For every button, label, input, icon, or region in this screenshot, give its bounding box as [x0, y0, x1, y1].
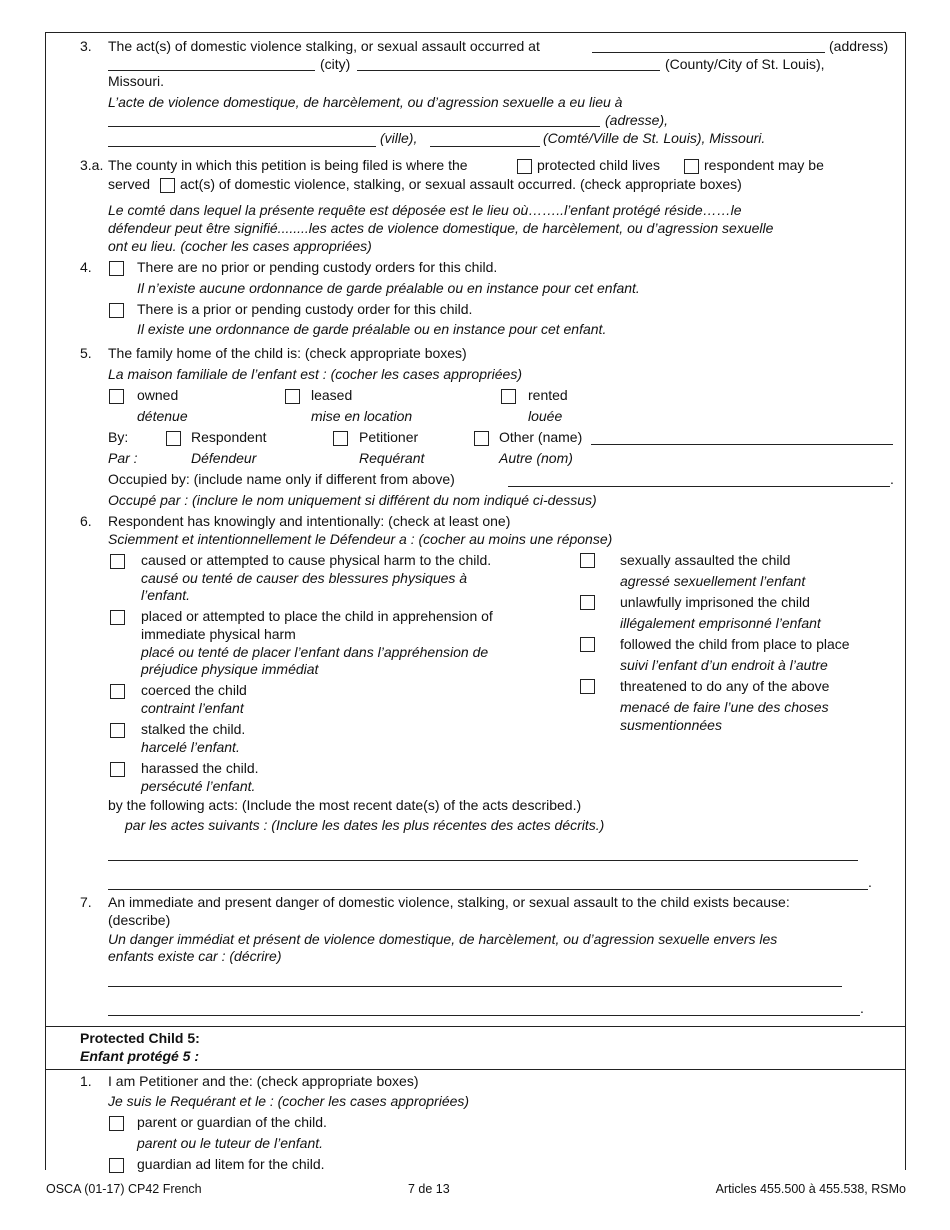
checkbox-physical-harm[interactable] — [110, 554, 125, 569]
occupied-label-fr: Occupé par : (inclure le nom uniquement si différent du nom indiqué ci-dessus) — [108, 492, 597, 508]
rented-label-fr: louée — [528, 408, 563, 424]
missouri-label: Missouri. — [108, 73, 165, 89]
stalked-fr: harcelé l’enfant. — [141, 739, 240, 755]
s3a-fr1: Le comté dans lequel la présente requête est déposée est le lieu où……..l’enfant protégé réside……le — [108, 202, 742, 218]
custody-order-fr: Il existe une ordonnance de garde préalable ou en instance pour cet enfant. — [137, 321, 607, 337]
petitioner-label-fr: Requérant — [359, 450, 425, 466]
period: . — [868, 874, 872, 890]
form-id: OSCA (01-17) CP42 French — [46, 1182, 202, 1196]
opt-respondent-served: respondent may be — [704, 157, 824, 173]
checkbox-respondent[interactable] — [166, 431, 181, 446]
leased-label-fr: mise en location — [311, 408, 413, 424]
checkbox-other[interactable] — [474, 431, 489, 446]
acts-label: by the following acts: (Include the most recent date(s) of the acts described.) — [108, 797, 582, 813]
address-field[interactable] — [592, 52, 825, 53]
s6-text: Respondent has knowingly and intentionally: (check at least one) — [108, 513, 511, 529]
s7-text-fr: Un danger immédiat et présent de violence domestique, de harcèlement, ou d’agression sexuelle envers les — [108, 931, 778, 947]
period: . — [890, 471, 894, 487]
owned-label: owned — [137, 387, 179, 403]
danger-field-line[interactable] — [108, 1015, 860, 1016]
pc5-text-fr: Je suis le Requérant et le : (cocher les cases appropriées) — [108, 1093, 470, 1109]
pc5-text: I am Petitioner and the: (check appropriate boxes) — [108, 1073, 419, 1089]
s3a-fr2: défendeur peut être signifié........les actes de violence domestique, de harcèlement, ou d’agression sexuelle — [108, 220, 774, 236]
threatened-fr: susmentionnées — [620, 717, 722, 733]
checkbox-sexually-assaulted[interactable] — [580, 553, 595, 568]
acts-field-line[interactable] — [108, 889, 868, 890]
checkbox-imprisoned[interactable] — [580, 595, 595, 610]
apprehension-label: placed or attempted to place the child in apprehension of — [141, 608, 493, 624]
address-label: (address) — [829, 38, 889, 54]
checkbox-followed[interactable] — [580, 637, 595, 652]
checkbox-coerced[interactable] — [110, 684, 125, 699]
s3-text: The act(s) of domestic violence stalking, or sexual assault occurred at — [108, 38, 540, 54]
harassed-label: harassed the child. — [141, 760, 259, 776]
other-label: Other (name) — [499, 429, 583, 445]
checkbox-acts-occurred[interactable] — [160, 178, 175, 193]
petitioner-label: Petitioner — [359, 429, 419, 445]
respondent-label-fr: Défendeur — [191, 450, 257, 466]
physical-harm-fr: l’enfant. — [141, 587, 191, 603]
page-number: 7 de 13 — [408, 1182, 450, 1196]
other-name-field[interactable] — [591, 444, 893, 445]
by-label-fr: Par : — [108, 450, 138, 466]
opt-protected-child-lives: protected child lives — [537, 157, 660, 173]
checkbox-owned[interactable] — [109, 389, 124, 404]
threatened-label: threatened to do any of the above — [620, 678, 830, 694]
apprehension-label: immediate physical harm — [141, 626, 296, 642]
checkbox-apprehension[interactable] — [110, 610, 125, 625]
parent-guardian-fr: parent ou le tuteur de l’enfant. — [137, 1135, 324, 1151]
item-number: 1. — [80, 1073, 92, 1089]
checkbox-protected-child-lives[interactable] — [517, 159, 532, 174]
respondent-label: Respondent — [191, 429, 267, 445]
s6-text-fr: Sciemment et intentionnellement le Défendeur a : (cocher au moins une réponse) — [108, 531, 613, 547]
adresse-label: (adresse), — [605, 112, 669, 128]
city-label: (city) — [320, 56, 351, 72]
item-number: 3.a. — [80, 157, 104, 173]
ville-label: (ville), — [380, 130, 418, 146]
followed-label: followed the child from place to place — [620, 636, 850, 652]
border-right — [905, 32, 906, 1170]
adresse-field[interactable] — [108, 126, 600, 127]
apprehension-fr: placé ou tenté de placer l’enfant dans l’appréhension de — [141, 644, 489, 660]
acts-label-fr: par les actes suivants : (Inclure les dates les plus récentes des actes décrits.) — [125, 817, 605, 833]
checkbox-leased[interactable] — [285, 389, 300, 404]
no-custody-orders: There are no prior or pending custody orders for this child. — [137, 259, 498, 275]
danger-field-line[interactable] — [108, 986, 842, 987]
threatened-fr: menacé de faire l’une des choses — [620, 699, 829, 715]
item-number: 5. — [80, 345, 92, 361]
served-label: served — [108, 176, 151, 192]
checkbox-custody-order[interactable] — [109, 303, 124, 318]
checkbox-harassed[interactable] — [110, 762, 125, 777]
s3a-text: The county in which this petition is being filed is where the — [108, 157, 468, 173]
coerced-fr: contraint l’enfant — [141, 700, 244, 716]
followed-fr: suivi l’enfant d’un endroit à l’autre — [620, 657, 828, 673]
s5-text-fr: La maison familiale de l’enfant est : (cocher les cases appropriées) — [108, 366, 522, 382]
opt-acts-occurred: act(s) of domestic violence, stalking, or sexual assault occurred. (check appropriate boxes) — [180, 176, 742, 192]
checkbox-no-custody-orders[interactable] — [109, 261, 124, 276]
section-title-fr: Enfant protégé 5 : — [80, 1048, 200, 1064]
checkbox-stalked[interactable] — [110, 723, 125, 738]
leased-label: leased — [311, 387, 353, 403]
s7-text-fr: enfants existe car : (décrire) — [108, 948, 282, 964]
owned-label-fr: détenue — [137, 408, 188, 424]
parent-guardian-label: parent or guardian of the child. — [137, 1114, 327, 1130]
guardian-ad-litem-label: guardian ad litem for the child. — [137, 1156, 325, 1172]
divider — [45, 1069, 906, 1070]
s7-text: (describe) — [108, 912, 171, 928]
item-number: 7. — [80, 894, 92, 910]
item-number: 6. — [80, 513, 92, 529]
stalked-label: stalked the child. — [141, 721, 246, 737]
occupied-label: Occupied by: (include name only if different from above) — [108, 471, 455, 487]
item-number: 3. — [80, 38, 92, 54]
apprehension-fr: préjudice physique immédiat — [141, 661, 319, 677]
divider — [45, 1026, 906, 1027]
s3-text-fr: L’acte de violence domestique, de harcèlement, ou d’agression sexuelle a eu lieu à — [108, 94, 623, 110]
county-label: (County/City of St. Louis), — [665, 56, 825, 72]
imprisoned-label: unlawfully imprisoned the child — [620, 594, 810, 610]
imprisoned-fr: illégalement emprisonné l’enfant — [620, 615, 821, 631]
section-title: Protected Child 5: — [80, 1030, 200, 1046]
period: . — [860, 1000, 864, 1016]
sexually-assaulted-fr: agressé sexuellement l’enfant — [620, 573, 806, 589]
checkbox-rented[interactable] — [501, 389, 516, 404]
border-left — [45, 32, 46, 1170]
by-label: By: — [108, 429, 129, 445]
s3a-fr3: ont eu lieu. (cocher les cases appropriées) — [108, 238, 372, 254]
s7-text: An immediate and present danger of domestic violence, stalking, or sexual assault to the child exists because: — [108, 894, 790, 910]
physical-harm-fr: causé ou tenté de causer des blessures physiques à — [141, 570, 468, 586]
ville-field[interactable] — [108, 146, 376, 147]
harassed-fr: persécuté l’enfant. — [141, 778, 256, 794]
county-field[interactable] — [357, 70, 660, 71]
coerced-label: coerced the child — [141, 682, 247, 698]
statute-reference: Articles 455.500 à 455.538, RSMo — [715, 1182, 906, 1196]
border-top — [45, 32, 906, 33]
comte-field[interactable] — [430, 146, 540, 147]
comte-label: (Comté/Ville de St. Louis), Missouri. — [543, 130, 766, 146]
item-number: 4. — [80, 259, 92, 275]
other-label-fr: Autre (nom) — [499, 450, 573, 466]
acts-field-line[interactable] — [108, 860, 858, 861]
city-field[interactable] — [108, 70, 315, 71]
no-custody-orders-fr: Il n’existe aucune ordonnance de garde préalable ou en instance pour cet enfant. — [137, 280, 640, 296]
custody-order: There is a prior or pending custody order for this child. — [137, 301, 473, 317]
checkbox-parent-guardian[interactable] — [109, 1116, 124, 1131]
sexually-assaulted-label: sexually assaulted the child — [620, 552, 791, 568]
rented-label: rented — [528, 387, 568, 403]
checkbox-guardian-ad-litem[interactable] — [109, 1158, 124, 1173]
physical-harm-label: caused or attempted to cause physical harm to the child. — [141, 552, 492, 568]
occupied-field[interactable] — [508, 486, 890, 487]
s5-text: The family home of the child is: (check appropriate boxes) — [108, 345, 467, 361]
checkbox-petitioner[interactable] — [333, 431, 348, 446]
checkbox-respondent-served[interactable] — [684, 159, 699, 174]
checkbox-threatened[interactable] — [580, 679, 595, 694]
